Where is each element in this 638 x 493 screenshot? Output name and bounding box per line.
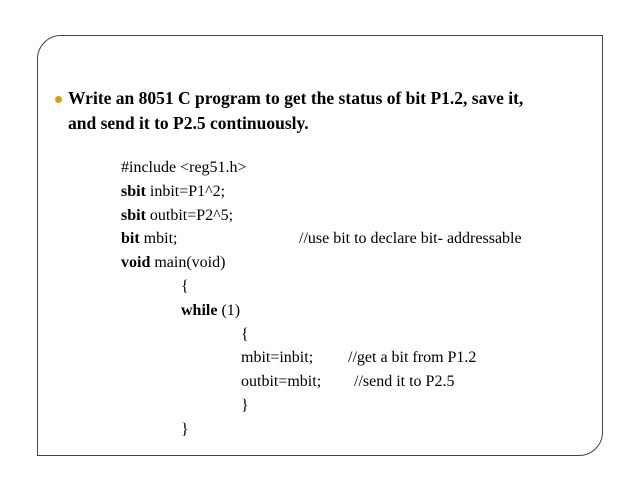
code-comment: //get a bit from P1.2 [348,349,477,367]
code-brace: { [181,277,189,295]
code-brace: } [181,420,189,438]
code-line-open-brace-inner [0,323,638,347]
code-line-include [0,156,638,180]
heading-line-2: and send it to P2.5 continuously. [68,113,309,133]
keyword-sbit: sbit [121,206,146,224]
code-line-assign-outbit [0,370,638,394]
code-line-sbit-outbit [0,204,638,228]
keyword-sbit: sbit [121,182,146,200]
code-text: inbit=P1^2; [145,182,226,200]
code-text: (1) [217,301,241,319]
code-brace: } [241,396,249,414]
code-line-close-brace-inner [0,394,638,418]
code-line-bit-mbit [0,227,638,251]
code-text: mbit=inbit; [241,349,314,367]
keyword-void: void [121,254,151,272]
code-comment: //send it to P2.5 [354,373,455,391]
code-text: main(void) [150,254,226,272]
code-line-close-brace [0,418,638,442]
code-line-sbit-inbit [0,180,638,204]
code-line-main [0,251,638,275]
include-directive: #include <reg51.h> [121,159,247,176]
code-block [0,156,638,442]
code-text: mbit; [139,230,178,248]
code-comment: //use bit to declare bit- addressable [299,230,522,248]
code-brace: { [241,325,249,343]
bullet-heading [68,86,523,136]
code-line-assign-mbit [0,346,638,370]
code-line-open-brace [0,275,638,299]
bullet-icon [55,96,62,103]
code-text: outbit=P2^5; [145,206,234,224]
code-text: outbit=mbit; [241,373,322,391]
code-line-while [0,299,638,323]
heading-line-1: Write an 8051 C program to get the status of bit P1.2, save it, [68,88,524,108]
keyword-while: while [181,301,218,319]
keyword-bit: bit [121,230,140,248]
